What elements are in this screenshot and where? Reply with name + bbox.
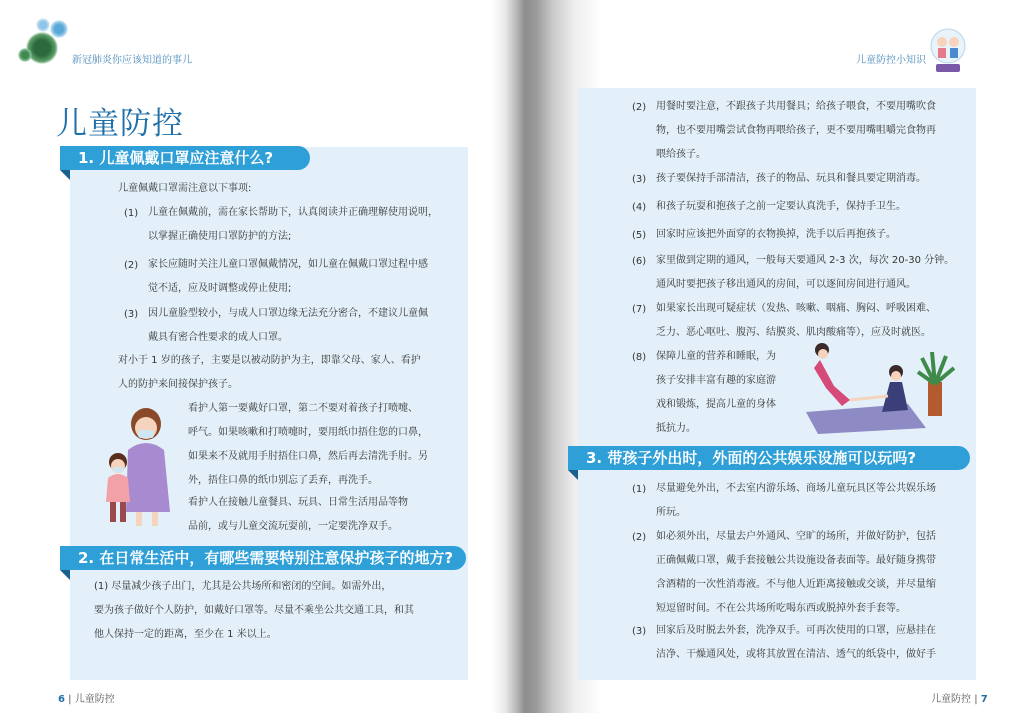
list-item-line: 乏力、恶心呕吐、腹泻、结膜炎、肌肉酸痛等），应及时就医。 (656, 327, 931, 338)
running-header: 儿童防控小知识 (856, 55, 926, 66)
item-number: (3) (632, 174, 647, 185)
list-item-line: 抵抗力。 (656, 423, 696, 434)
mother-child-illustration (98, 400, 186, 530)
intro-text: 儿童佩戴口罩需注意以下事项: (118, 183, 252, 194)
item-number: (2) (632, 102, 647, 113)
item-number: (7) (632, 304, 647, 315)
list-item-line: 通风时要把孩子移出通风的房间，可以逐间房间进行通风。 (656, 279, 916, 290)
item-number: (8) (632, 352, 647, 363)
list-item-line: 家长应随时关注儿童口罩佩戴情况，如儿童在佩戴口罩过程中感 (148, 259, 428, 270)
list-item-line: 短逗留时间。不在公共场所吃喝东西或脱掉外套手套等。 (656, 603, 906, 614)
virus-icon (50, 20, 68, 38)
list-item-line: 含酒精的一次性消毒液。不与他人近距离接触或交谈，并尽量缩 (656, 579, 936, 590)
running-header: 新冠肺炎你应该知道的事儿 (72, 55, 192, 66)
list-item-line: 孩子安排丰富有趣的家庭游 (656, 375, 776, 386)
paragraph-line: 品前，或与儿童交流玩耍前，一定要洗净双手。 (188, 521, 398, 532)
page-number: 7 (980, 694, 988, 705)
virus-icon (18, 48, 32, 62)
heading-fold (60, 170, 70, 180)
virus-icon (36, 18, 50, 32)
item-number: (1) (124, 208, 139, 219)
section-heading-3: 3. 带孩子外出时，外面的公共娱乐设施可以玩吗? (568, 446, 970, 470)
right-page (506, 0, 1018, 713)
list-item-line: 洁净、干燥通风处，或将其放置在清洁、透气的纸袋中，做好手 (656, 649, 936, 660)
item-number: (1) (632, 484, 647, 495)
list-item-line: 因儿童脸型较小，与成人口罩边缘无法充分密合，不建议儿童佩 (148, 308, 428, 319)
heading-fold (60, 570, 70, 580)
paragraph-line: 看护人第一要戴好口罩，第二不要对着孩子打喷嚏、 (188, 403, 418, 414)
heading-fold (568, 470, 578, 480)
item-number: (3) (124, 309, 139, 320)
list-item-line: 用餐时要注意，不跟孩子共用餐具；给孩子喂食，不要用嘴吹食 (656, 101, 936, 112)
item-number: (2) (124, 260, 139, 271)
paragraph-line: 人的防护来间接保护孩子。 (118, 379, 238, 390)
paragraph-line: 他人保持一定的距离，至少在 1 米以上。 (94, 629, 277, 640)
paragraph-line: 外，捂住口鼻的纸巾别忘了丢弃，再洗手。 (188, 475, 378, 486)
paragraph-line: 呼气。如果咳嗽和打喷嚏时，要用纸巾捂住您的口鼻， (188, 427, 428, 438)
item-number: (2) (632, 532, 647, 543)
list-item-line: 尽量避免外出，不去室内游乐场、商场儿童玩具区等公共娱乐场 (656, 483, 936, 494)
page-number: 6 (58, 694, 65, 705)
list-item-line: 觉不适，应及时调整或停止使用; (148, 283, 292, 294)
footer-label: 儿童防控 (74, 694, 115, 705)
list-item-line: 家里做到定期的通风，一般每天要通风 2-3 次，每次 20-30 分钟。 (656, 255, 955, 266)
list-item-line: 正确佩戴口罩，戴手套接触公共设施设备表面等。最好随身携带 (656, 555, 936, 566)
list-item-line: 回家后及时脱去外套，洗净双手。可再次使用的口罩，应悬挂在 (656, 625, 936, 636)
footer-label: 儿童防控 (931, 694, 971, 705)
list-item-line: 戏和锻炼，提高儿童的身体 (656, 399, 776, 410)
list-item-line: 如必须外出，尽量去户外通风、空旷的场所，并做好防护，包括 (656, 531, 936, 542)
left-page (0, 0, 506, 713)
kids-globe-icon (930, 18, 966, 78)
list-item-line: 喂给孩子。 (656, 149, 706, 160)
paragraph-line: 看护人在接触儿童餐具、玩具、日常生活用品等物 (188, 497, 408, 508)
list-item-line: 儿童在佩戴前，需在家长帮助下，认真阅读并正确理解使用说明， (148, 207, 438, 218)
list-item-line: 如果家长出现可疑症状（发热、咳嗽、咽痛、胸闷、呼吸困难、 (656, 303, 936, 314)
list-item-line: 保障儿童的营养和睡眠，为 (656, 351, 776, 362)
paragraph-line: (1) 尽量减少孩子出门，尤其是公共场所和密闭的空间。如需外出， (94, 581, 392, 592)
section-heading-2: 2. 在日常生活中，有哪些需要特别注意保护孩子的地方? (60, 546, 466, 570)
item-number: (6) (632, 256, 647, 267)
paragraph-line: 对小于 1 岁的孩子，主要是以被动防护为主，即靠父母、家人、看护 (118, 355, 421, 366)
list-item-line: 回家时应该把外面穿的衣物换掉，洗手以后再抱孩子。 (656, 229, 896, 240)
list-item-line: 孩子要保持手部清洁，孩子的物品、玩具和餐具要定期消毒。 (656, 173, 926, 184)
paragraph-line: 如果来不及就用手肘捂住口鼻，然后再去清洗手肘。另 (188, 451, 428, 462)
section-heading-1: 1. 儿童佩戴口罩应注意什么? (60, 146, 310, 170)
virus-icon (26, 32, 58, 64)
item-number: (4) (632, 202, 647, 213)
page-footer-right (931, 690, 988, 705)
yoga-illustration (798, 338, 963, 436)
list-item-line: 物，也不要用嘴尝试食物再喂给孩子，更不要用嘴咀嚼完食物再 (656, 125, 936, 136)
list-item-line: 和孩子玩耍和抱孩子之前一定要认真洗手，保持手卫生。 (656, 201, 906, 212)
list-item-line: 以掌握正确使用口罩防护的方法; (148, 231, 292, 242)
footer-divider: | (68, 694, 75, 705)
page-footer-left (58, 690, 115, 705)
paragraph-line: 要为孩子做好个人防护，如戴好口罩等。尽量不乘坐公共交通工具，和其 (94, 605, 414, 616)
list-item-line: 所玩。 (656, 507, 686, 518)
item-number: (3) (632, 626, 647, 637)
page-title: 儿童防控 (56, 106, 184, 142)
footer-divider: | (974, 694, 981, 705)
item-number: (5) (632, 230, 647, 241)
list-item-line: 戴具有密合性要求的成人口罩。 (148, 332, 288, 343)
